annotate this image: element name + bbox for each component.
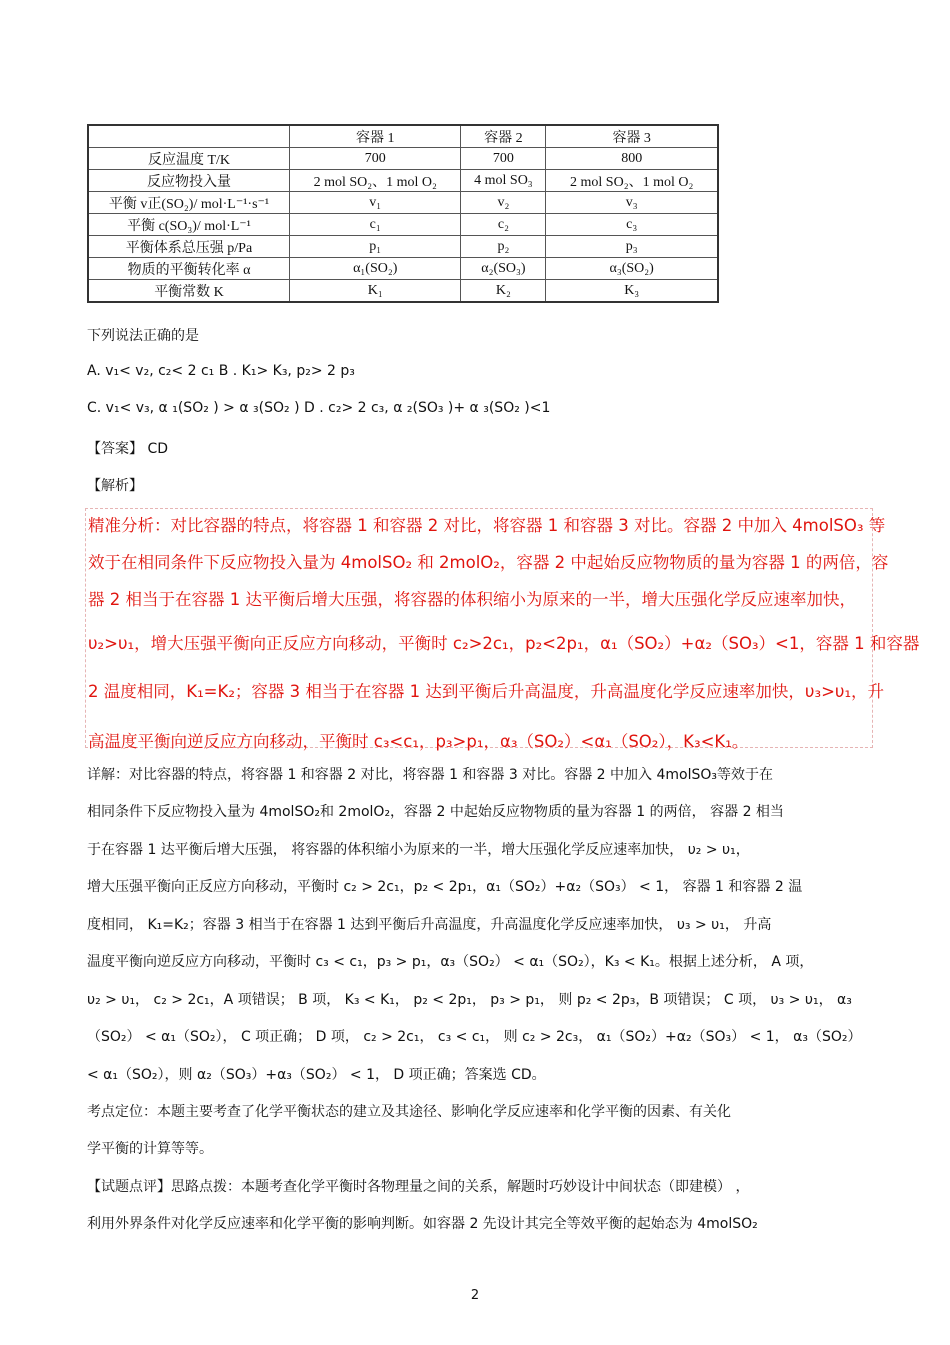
table-cell: 2 mol SO₂、1 mol O₂ <box>290 170 461 192</box>
detail-line: υ₂ > υ₁， c₂ > 2c₁，A 项错误； B 项， K₃ < K₁， p₂ < 2p₁， p₃ > p₁， 则 p₂ < 2p₃，B 项错误； C 项， υ₃ > υ₁， α₃ <box>87 992 852 1008</box>
table-row <box>88 214 718 236</box>
table-cell: 2 mol SO₂、1 mol O₂ <box>546 170 718 192</box>
table-header-row <box>88 125 718 148</box>
table-cell: K₃ <box>546 280 718 303</box>
table-row <box>88 280 718 303</box>
kaodian-line: 学平衡的计算等等。 <box>87 1141 213 1157</box>
red-analysis-line: 精准分析：对比容器的特点，将容器 1 和容器 2 对比，将容器 1 和容器 3 对比。容器 2 中加入 4molSO₃ 等 <box>88 516 886 535</box>
table-row <box>88 258 718 280</box>
table-row <box>88 170 718 192</box>
table-row <box>88 236 718 258</box>
table-cell: 物质的平衡转化率 α <box>88 258 290 280</box>
table-cell <box>88 125 290 148</box>
table-cell: 700 <box>290 148 461 170</box>
detail-line: 增大压强平衡向正反应方向移动，平衡时 c₂ > 2c₁，p₂ < 2p₁，α₁（SO₂）+α₂（SO₃） < 1， 容器 1 和容器 2 温 <box>87 879 803 895</box>
red-analysis-line: 器 2 相当于在容器 1 达平衡后增大压强，将容器的体积缩小为原来的一半，增大压强化学反应速率加快， <box>88 590 856 609</box>
table-row <box>88 192 718 214</box>
question-stem: 下列说法正确的是 <box>87 328 199 344</box>
detail-line: 相同条件下反应物投入量为 4molSO₂和 2molO₂，容器 2 中起始反应物物质的量为容器 1 的两倍， 容器 2 相当 <box>87 804 784 820</box>
analysis-label: 【解析】 <box>87 478 143 494</box>
option-ab: A. v₁< v₂, c₂< 2 c₁ B . K₁> K₃, p₂> 2 p₃ <box>87 363 355 379</box>
table-cell: α₁(SO₂) <box>290 258 461 280</box>
red-analysis-line: 2 温度相同，K₁=K₂；容器 3 相当于在容器 1 达到平衡后升高温度，升高温度化学反应速率加快，υ₃>υ₁，升 <box>88 682 885 701</box>
table-cell: 4 mol SO₃ <box>461 170 546 192</box>
table-cell: 容器 2 <box>461 125 546 148</box>
precise-analysis-box <box>85 508 873 748</box>
table-cell: p₂ <box>461 236 546 258</box>
table-cell: p₁ <box>290 236 461 258</box>
table-cell: c₃ <box>546 214 718 236</box>
red-analysis-line: υ₂>υ₁，增大压强平衡向正反应方向移动，平衡时 c₂>2c₁，p₂<2p₁，α₁（SO₂）+α₂（SO₃）<1，容器 1 和容器 <box>88 634 920 653</box>
answer-line: 【答案】 CD <box>87 441 169 457</box>
table-cell: p₃ <box>546 236 718 258</box>
table-cell: K₂ <box>461 280 546 303</box>
table-cell: 平衡 c(SO₃)/ mol·L⁻¹ <box>88 214 290 236</box>
table-cell: 平衡 v正(SO₂)/ mol·L⁻¹·s⁻¹ <box>88 192 290 214</box>
detail-line: 温度平衡向逆反应方向移动，平衡时 c₃ < c₁，p₃ > p₁，α₃（SO₂） < α₁（SO₂），K₃ < K₁。根据上述分析， A 项， <box>87 954 814 970</box>
table-cell: α₂(SO₃) <box>461 258 546 280</box>
table-cell: 700 <box>461 148 546 170</box>
detail-line: 详解：对比容器的特点，将容器 1 和容器 2 对比，将容器 1 和容器 3 对比。容器 2 中加入 4molSO₃等效于在 <box>87 767 774 783</box>
dianping-line: 利用外界条件对化学反应速率和化学平衡的影响判断。如容器 2 先设计其完全等效平衡的起始态为 4molSO₂ <box>87 1216 758 1232</box>
table-cell: c₂ <box>461 214 546 236</box>
table-cell: K₁ <box>290 280 461 303</box>
table-cell: 800 <box>546 148 718 170</box>
table-cell: c₁ <box>290 214 461 236</box>
table-cell: v₂ <box>461 192 546 214</box>
table-cell: v₁ <box>290 192 461 214</box>
table-cell: 容器 1 <box>290 125 461 148</box>
table-cell: α₃(SO₂) <box>546 258 718 280</box>
table-cell: 反应温度 T/K <box>88 148 290 170</box>
conditions-table <box>87 124 719 303</box>
red-analysis-line: 效于在相同条件下反应物投入量为 4molSO₂ 和 2molO₂，容器 2 中起始反应物物质的量为容器 1 的两倍，容 <box>88 553 889 572</box>
table-cell: v₃ <box>546 192 718 214</box>
detail-line: 于在容器 1 达平衡后增大压强， 将容器的体积缩小为原来的一半，增大压强化学反应速率加快， υ₂ > υ₁， <box>87 842 750 858</box>
table-cell: 平衡体系总压强 p/Pa <box>88 236 290 258</box>
option-cd: C. v₁< v₃, α ₁(SO₂ ) > α ₃(SO₂ ) D . c₂> 2 c₃, α ₂(SO₃ )+ α ₃(SO₂ )<1 <box>87 400 551 416</box>
detail-line: 度相同， K₁=K₂；容器 3 相当于在容器 1 达到平衡后升高温度，升高温度化学反应速率加快， υ₃ > υ₁， 升高 <box>87 917 772 933</box>
table-cell: 容器 3 <box>546 125 718 148</box>
table-row <box>88 148 718 170</box>
table-cell: 反应物投入量 <box>88 170 290 192</box>
red-analysis-line: 高温度平衡向逆反应方向移动，平衡时 c₃<c₁，p₃>p₁，α₃（SO₂）<α₁（SO₂），K₃<K₁。 <box>88 732 749 751</box>
detail-line: < α₁（SO₂），则 α₂（SO₃）+α₃（SO₂） < 1， D 项正确；答案选 CD。 <box>87 1067 546 1083</box>
table-cell: 平衡常数 K <box>88 280 290 303</box>
page-number: 2 <box>470 1288 480 1303</box>
dianping-line: 【试题点评】思路点拨：本题考查化学平衡时各物理量之间的关系，解题时巧妙设计中间状态（即建模） ， <box>87 1179 750 1195</box>
detail-line: （SO₂） < α₁（SO₂）， C 项正确； D 项， c₂ > 2c₁， c₃ < c₁， 则 c₂ > 2c₃， α₁（SO₂）+α₂（SO₃） < 1， α₃（SO₂） <box>87 1029 862 1045</box>
kaodian-line: 考点定位：本题主要考查了化学平衡状态的建立及其途径、影响化学反应速率和化学平衡的因素、有关化 <box>87 1104 731 1120</box>
